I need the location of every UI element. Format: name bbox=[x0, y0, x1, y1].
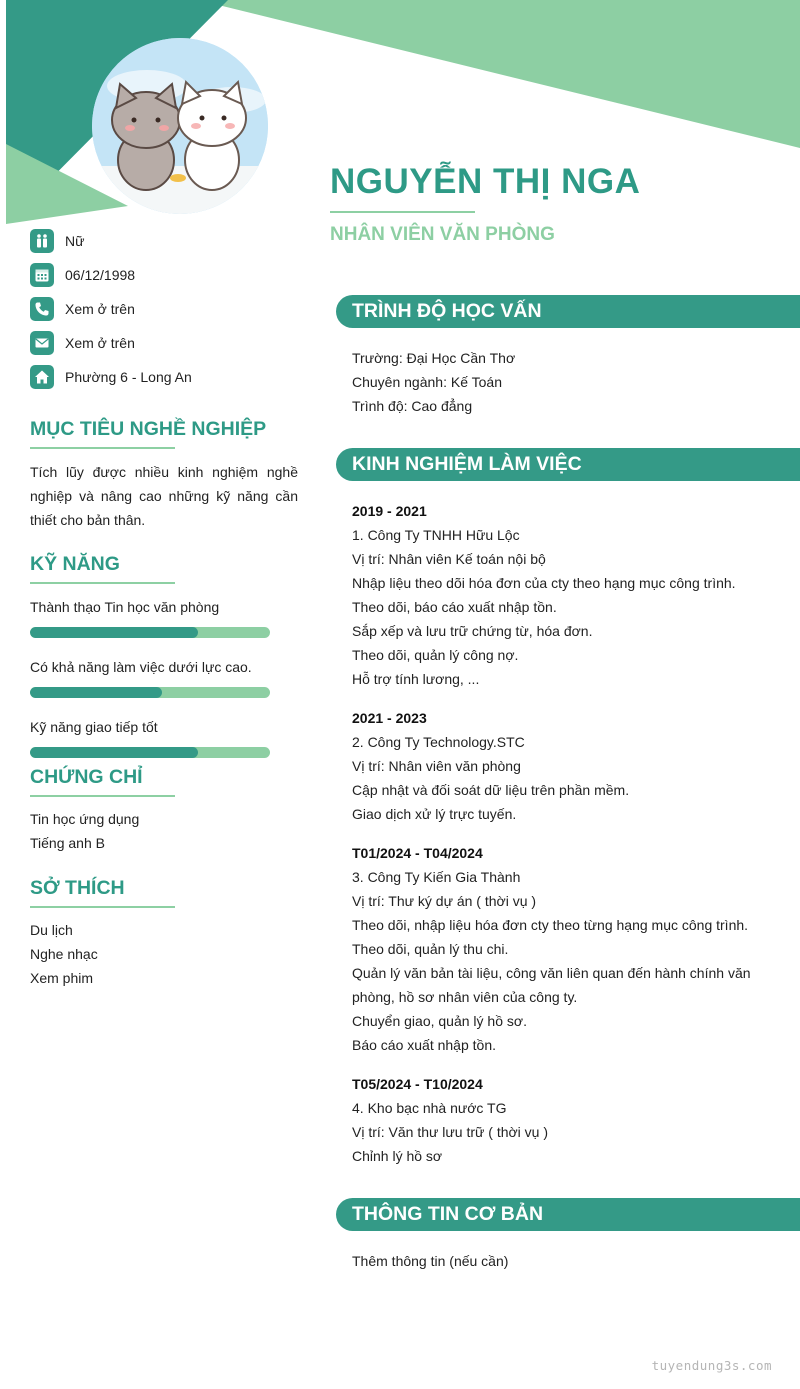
job-line: 1. Công Ty TNHH Hữu Lộc bbox=[352, 527, 520, 543]
email-text: Xem ở trên bbox=[65, 335, 135, 351]
skill-label: Có khả năng làm việc dưới lực cao. bbox=[30, 659, 252, 675]
job-period: T01/2024 - T04/2024 bbox=[352, 845, 483, 861]
certificate-item: Tiếng anh B bbox=[30, 835, 105, 851]
phone-icon bbox=[30, 297, 54, 321]
job-line: Cập nhật và đối soát dữ liệu trên phần mềm. bbox=[352, 782, 630, 798]
job-entry bbox=[352, 841, 772, 1057]
gender-icon bbox=[30, 229, 54, 253]
job-period: 2019 - 2021 bbox=[352, 503, 427, 519]
job-entry bbox=[352, 1072, 772, 1168]
job-line: Theo dõi, báo cáo xuất nhập tồn. bbox=[352, 599, 557, 615]
skills-section bbox=[30, 553, 298, 758]
hobbies-title: SỞ THÍCH bbox=[30, 877, 125, 899]
job-entry bbox=[352, 499, 772, 691]
job-title: NHÂN VIÊN VĂN PHÒNG bbox=[330, 224, 555, 245]
certificate-item: Tin học ứng dụng bbox=[30, 811, 140, 827]
avatar bbox=[92, 38, 268, 214]
basic-info-content bbox=[352, 1249, 772, 1273]
skill-bar bbox=[30, 687, 270, 698]
experience-content bbox=[352, 499, 772, 1168]
certificates-underline bbox=[30, 795, 175, 797]
hobby-item: Du lịch bbox=[30, 922, 73, 938]
job-line: Báo cáo xuất nhập tồn. bbox=[352, 1037, 496, 1053]
skill-bar bbox=[30, 747, 270, 758]
skills-underline bbox=[30, 582, 175, 584]
job-line: Theo dõi, quản lý thu chi. bbox=[352, 941, 509, 957]
hobbies-section bbox=[30, 877, 298, 990]
contact-birthday bbox=[30, 258, 310, 292]
hobbies-underline bbox=[30, 906, 175, 908]
contact-gender bbox=[30, 224, 310, 258]
skill-bar-fill bbox=[30, 627, 198, 638]
skill-bar-fill bbox=[30, 747, 198, 758]
experience-title: KINH NGHIỆM LÀM VIỆC bbox=[352, 453, 582, 475]
job-line: 2. Công Ty Technology.STC bbox=[352, 734, 525, 750]
education-content bbox=[352, 346, 772, 418]
cats-illustration bbox=[92, 38, 268, 214]
job-period: T05/2024 - T10/2024 bbox=[352, 1076, 483, 1092]
job-entry bbox=[352, 706, 772, 826]
certificates-title: CHỨNG CHỈ bbox=[30, 766, 143, 788]
skill-item bbox=[30, 657, 298, 698]
education-header bbox=[336, 295, 800, 328]
skill-bar-fill bbox=[30, 687, 162, 698]
job-line: Hỗ trợ tính lương, ... bbox=[352, 671, 480, 687]
phone-text: Xem ở trên bbox=[65, 301, 135, 317]
job-line: Vị trí: Văn thư lưu trữ ( thời vụ ) bbox=[352, 1124, 549, 1140]
experience-header bbox=[336, 448, 800, 481]
job-line: Theo dõi, quản lý công nợ. bbox=[352, 647, 519, 663]
contact-list bbox=[30, 224, 310, 394]
contact-email bbox=[30, 326, 310, 360]
job-line: Chuyển giao, quản lý hồ sơ. bbox=[352, 1013, 527, 1029]
contact-address bbox=[30, 360, 310, 394]
skill-label: Thành thạo Tin học văn phòng bbox=[30, 599, 220, 615]
education-line: Trường: Đại Học Cần Thơ bbox=[352, 350, 516, 366]
education-line: Chuyên ngành: Kế Toán bbox=[352, 374, 502, 390]
hobby-item: Nghe nhạc bbox=[30, 946, 98, 962]
skill-item bbox=[30, 597, 298, 638]
job-line: Chỉnh lý hồ sơ bbox=[352, 1148, 443, 1164]
address-text: Phường 6 - Long An bbox=[65, 369, 192, 385]
calendar-icon bbox=[30, 263, 54, 287]
job-line: Vị trí: Thư ký dự án ( thời vụ ) bbox=[352, 893, 537, 909]
job-line: phòng, hồ sơ nhân viên của công ty. bbox=[352, 989, 578, 1005]
skill-bar bbox=[30, 627, 270, 638]
basic-info-title: THÔNG TIN CƠ BẢN bbox=[352, 1203, 544, 1225]
home-icon bbox=[30, 365, 54, 389]
basic-info-text: Thêm thông tin (nếu cần) bbox=[352, 1253, 509, 1269]
skills-title: KỸ NĂNG bbox=[30, 553, 120, 575]
education-line: Trình độ: Cao đẳng bbox=[352, 398, 473, 414]
job-line: Sắp xếp và lưu trữ chứng từ, hóa đơn. bbox=[352, 623, 593, 639]
job-line: 4. Kho bạc nhà nước TG bbox=[352, 1100, 507, 1116]
birthday-text: 06/12/1998 bbox=[65, 267, 136, 283]
hobby-item: Xem phim bbox=[30, 970, 94, 986]
job-line: Nhập liệu theo dõi hóa đơn của cty theo hạng mục công trình. bbox=[352, 575, 736, 591]
objective-section bbox=[30, 418, 298, 532]
footer-watermark: tuyendung3s.com bbox=[651, 1358, 772, 1373]
basic-info-header bbox=[336, 1198, 800, 1231]
education-title: TRÌNH ĐỘ HỌC VẤN bbox=[352, 300, 542, 322]
job-line: Giao dịch xử lý trực tuyến. bbox=[352, 806, 517, 822]
skill-label: Kỹ năng giao tiếp tốt bbox=[30, 719, 158, 735]
job-line: Quản lý văn bản tài liệu, công văn liên quan đến hành chính văn bbox=[352, 965, 751, 981]
email-icon bbox=[30, 331, 54, 355]
job-line: Theo dõi, nhập liệu hóa đơn cty theo từng hạng mục công trình. bbox=[352, 917, 749, 933]
contact-phone bbox=[30, 292, 310, 326]
objective-title: MỤC TIÊU NGHỀ NGHIỆP bbox=[30, 418, 267, 440]
candidate-name: NGUYỄN THỊ NGA bbox=[330, 162, 641, 201]
job-line: 3. Công Ty Kiến Gia Thành bbox=[352, 869, 521, 885]
gender-text: Nữ bbox=[65, 233, 85, 249]
skill-item bbox=[30, 717, 298, 758]
name-underline bbox=[330, 211, 475, 213]
objective-text: Tích lũy được nhiều kinh nghiệm nghề nghiệp và nâng cao những kỹ năng cần thiết cho bản thân. bbox=[30, 464, 298, 528]
job-line: Vị trí: Nhân viên Kế toán nội bộ bbox=[352, 551, 546, 567]
job-period: 2021 - 2023 bbox=[352, 710, 427, 726]
certificates-section bbox=[30, 766, 298, 855]
objective-underline bbox=[30, 447, 175, 449]
job-line: Vị trí: Nhân viên văn phòng bbox=[352, 758, 521, 774]
